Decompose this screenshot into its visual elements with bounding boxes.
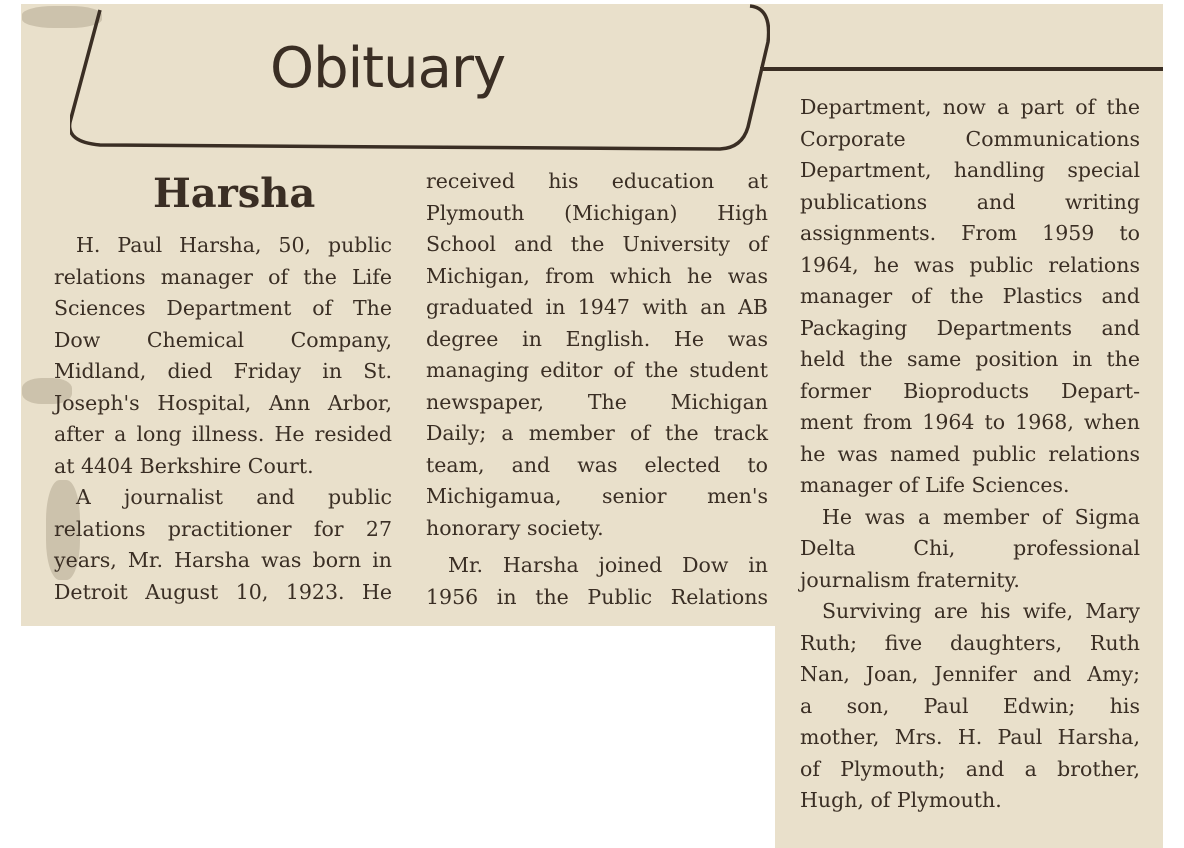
- text-line: after a long illness. He resided: [54, 422, 392, 446]
- text-line: ment from 1964 to 1968, when: [800, 410, 1140, 434]
- text-line: honorary society.: [426, 515, 604, 540]
- text-line: graduated in 1947 with an AB: [426, 295, 768, 319]
- text-line: mother, Mrs. H. Paul Harsha,: [800, 725, 1140, 749]
- text-line: Delta Chi, professional: [800, 536, 1140, 560]
- text-line: held the same position in the: [800, 347, 1140, 371]
- text-line: manager of Life Sciences.: [800, 473, 1070, 497]
- text-line: relations practitioner for 27: [54, 516, 392, 541]
- text-line: Mr. Harsha joined Dow in: [448, 553, 768, 577]
- text-line: 1964, he was public relations: [800, 252, 1140, 277]
- text-line: former Bioproducts Depart-: [800, 378, 1140, 403]
- text-line: Joseph's Hospital, Ann Arbor,: [54, 390, 392, 415]
- text-line: Corporate Communications: [800, 126, 1140, 151]
- text-line: of Plymouth; and a brother,: [800, 756, 1140, 781]
- text-line: Plymouth (Michigan) High: [426, 200, 768, 225]
- text-line: Midland, died Friday in St.: [54, 359, 392, 383]
- text-line: Sciences Department of The: [54, 296, 392, 320]
- text-line: Hugh, of Plymouth.: [800, 788, 1002, 812]
- text-line: Department, handling special: [800, 158, 1140, 182]
- text-line: Nan, Joan, Jennifer and Amy;: [800, 662, 1140, 686]
- text-line: H. Paul Harsha, 50, public: [76, 233, 392, 257]
- text-column-1: [54, 230, 392, 608]
- text-line: assignments. From 1959 to: [800, 221, 1140, 245]
- text-line: publications and writing: [800, 189, 1140, 214]
- text-line: School and the University of: [426, 232, 768, 256]
- text-line: a son, Paul Edwin; his: [800, 693, 1140, 718]
- text-line: Michigan, from which he was: [426, 263, 768, 288]
- text-line: at 4404 Berkshire Court.: [54, 453, 314, 478]
- obituary-headline: Harsha: [153, 170, 316, 217]
- text-line: he was named public relations: [800, 441, 1140, 466]
- text-column-3: [800, 92, 1140, 817]
- text-column-2: [426, 166, 768, 613]
- text-line: Surviving are his wife, Mary: [822, 599, 1140, 623]
- text-line: Ruth; five daughters, Ruth: [800, 630, 1140, 655]
- text-line: Michigamua, senior men's: [426, 484, 768, 508]
- header-rule: [760, 67, 1163, 71]
- text-line: Detroit August 10, 1923. He: [54, 579, 392, 604]
- text-line: received his education at: [426, 169, 768, 193]
- section-title: Obituary: [270, 36, 506, 101]
- text-line: manager of the Plastics and: [800, 284, 1140, 308]
- text-line: managing editor of the student: [426, 358, 768, 382]
- text-line: He was a member of Sigma: [822, 504, 1140, 529]
- text-line: Department, now a part of the: [800, 95, 1140, 119]
- text-line: relations manager of the Life: [54, 264, 392, 289]
- text-line: 1956 in the Public Relations: [426, 584, 768, 609]
- text-line: Packaging Departments and: [800, 315, 1140, 340]
- text-line: A journalist and public: [76, 485, 392, 509]
- section-banner: [70, 2, 770, 150]
- text-line: journalism fraternity.: [800, 567, 1020, 592]
- text-line: years, Mr. Harsha was born in: [54, 548, 392, 572]
- text-line: degree in English. He was: [426, 326, 768, 351]
- text-line: Daily; a member of the track: [426, 421, 768, 445]
- text-line: Dow Chemical Company,: [54, 327, 392, 352]
- text-line: team, and was elected to: [426, 452, 768, 477]
- text-line: newspaper, The Michigan: [426, 389, 768, 414]
